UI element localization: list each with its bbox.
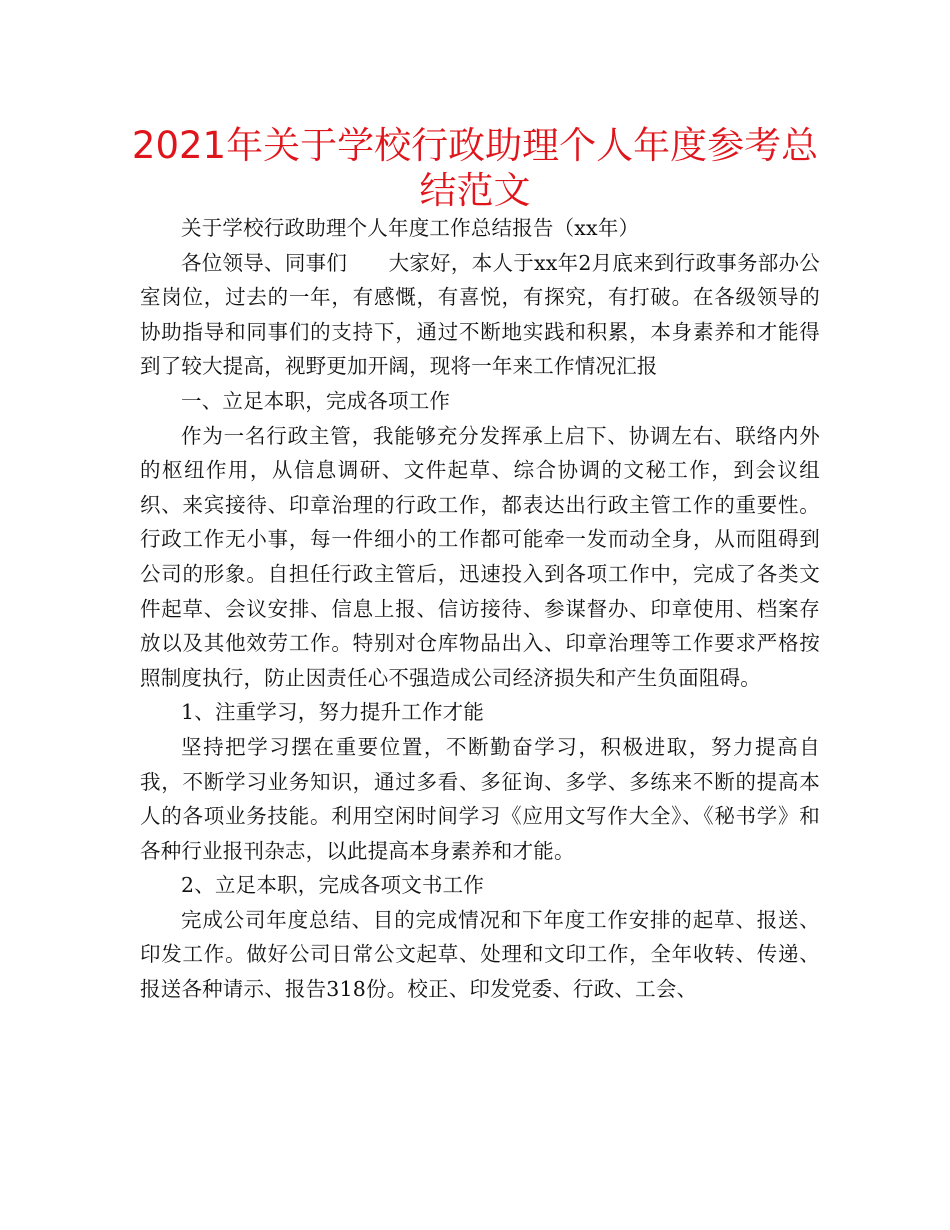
subsection-heading-2: 2、立足本职，完成各项文书工作 bbox=[181, 873, 485, 898]
report-heading: 关于学校行政助理个人年度工作总结报告（xx年） bbox=[181, 216, 640, 240]
section-heading-1: 一、立足本职，完成各项工作 bbox=[181, 388, 451, 413]
subsection-heading-1: 1、注重学习，努力提升工作才能 bbox=[181, 700, 485, 725]
paragraph-greeting: 各位领导、同事们 大家好，本人于xx年2月底来到行政事务部办公室岗位，过去的一年，有感慨，有喜悦，有探究，有打破。在各级领导的协助指导和同事们的支持下，通过不断地实践和积累，本身素养和才能得到了较大提高，视野更加开阔，现将一年来工作情况汇报 bbox=[140, 250, 820, 379]
document-body bbox=[140, 211, 820, 1007]
document-title: 2021年关于学校行政助理个人年度参考总结范文 bbox=[131, 124, 819, 212]
paragraph-documents: 完成公司年度总结、目的完成情况和下年度工作安排的起草、报送、印发工作。做好公司日常公文起草、处理和文印工作，全年收转、传递、报送各种请示、报告318份。校正、印发党委、行政、工会、 bbox=[140, 907, 820, 1002]
paragraph-duties: 作为一名行政主管，我能够充分发挥承上启下、协调左右、联络内外的枢纽作用，从信息调研、文件起草、综合协调的文秘工作，到会议组织、来宾接待、印章治理的行政工作，都表达出行政主管工作的重要性。行政工作无小事，每一件细小的工作都可能牵一发而动全身，从而阻碍到公司的形象。自担任行政主管后，迅速投入到各项工作中，完成了各类文件起草、会议安排、信息上报、信访接待、参谋督办、印章使用、档案存放以及其他效劳工作。特别对仓库物品出入、印章治理等工作要求严格按照制度执行，防止因责任心不强造成公司经济损失和产生负面阻碍。 bbox=[140, 423, 820, 690]
paragraph-learning: 坚持把学习摆在重要位置，不断勤奋学习，积极进取，努力提高自我，不断学习业务知识，通过多看、多征询、多学、多练来不断的提高本人的各项业务技能。利用空闲时间学习《应用文写作大全》、《秘书学》和各种行业报刊杂志，以此提高本身素养和才能。 bbox=[140, 734, 820, 863]
